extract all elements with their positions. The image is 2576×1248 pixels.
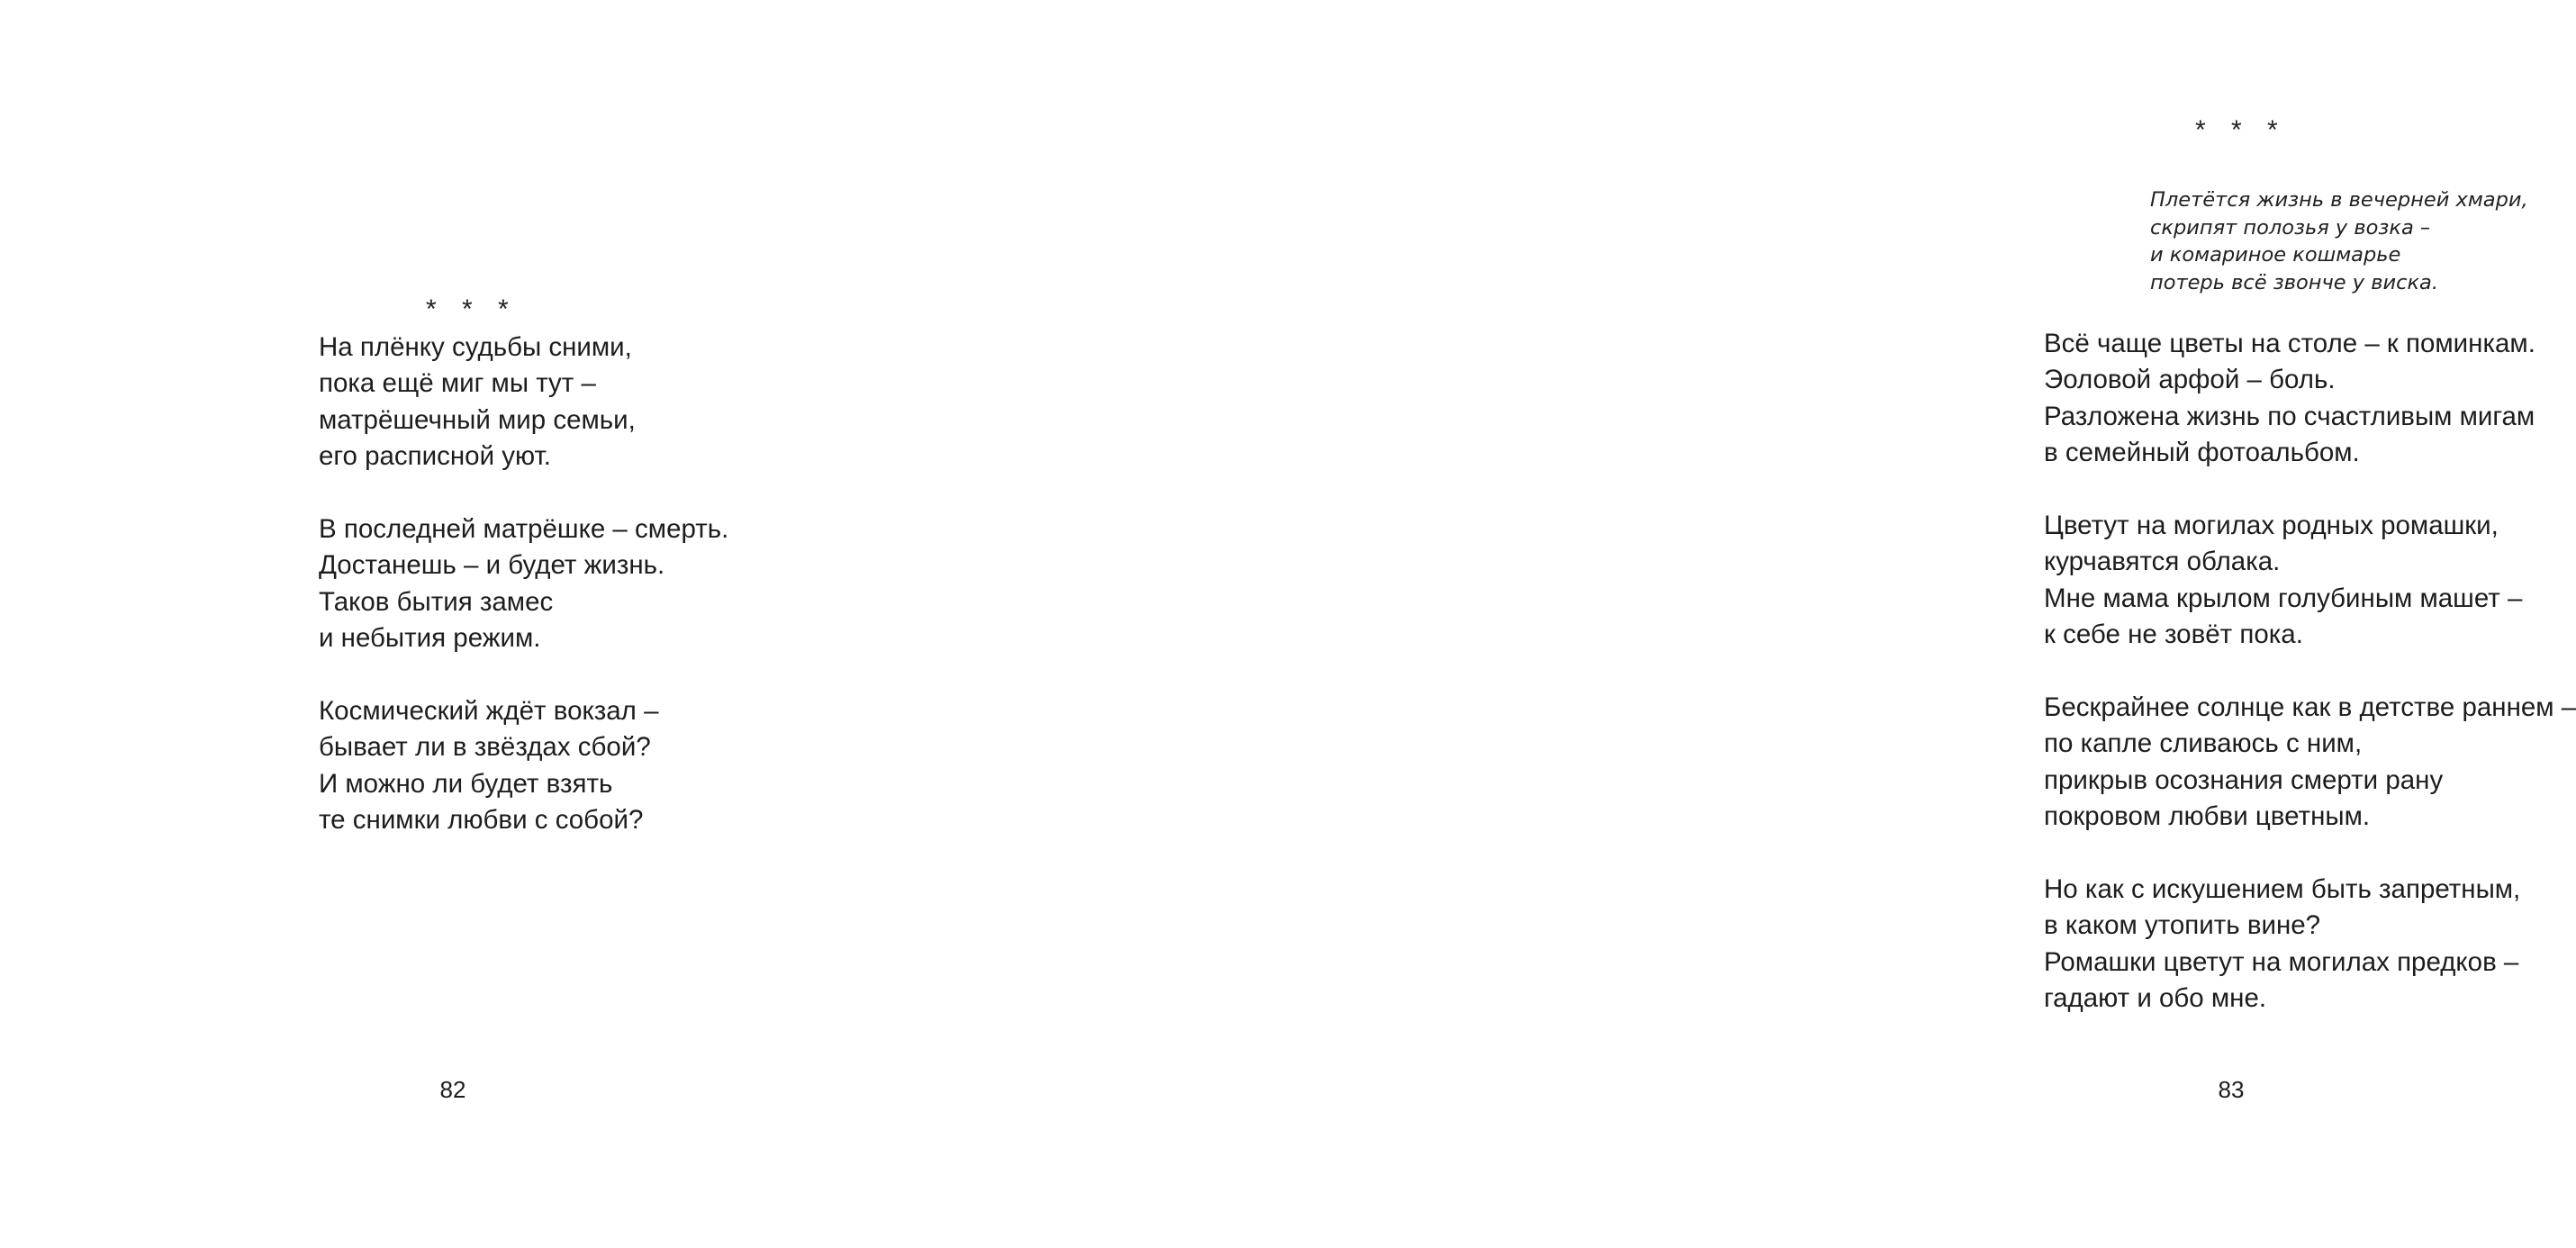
poem-line: Таков бытия замес (319, 586, 554, 617)
poem-line: Ромашки цветут на могилах предков – (2044, 946, 2519, 977)
poem-line: И можно ли будет взять (319, 768, 613, 799)
epigraph-line: потерь всё звонче у виска. (2150, 270, 2438, 294)
stanza (2044, 508, 2576, 654)
section-separator-asterisks: * * * (2195, 115, 2287, 145)
poem-body-right (2044, 326, 2576, 1017)
poem-line: Космический ждёт вокзал – (319, 696, 659, 727)
poem-line: те снимки любви с собой? (319, 805, 644, 836)
poem-line: Но как с искушением быть запретным, (2044, 874, 2521, 905)
epigraph-line: и комариное кошмарье (2150, 243, 2401, 267)
page-number-right: 83 (2218, 1076, 2245, 1103)
poem-line: бывает ли в звёздах сбой? (319, 732, 651, 763)
page-right (905, 0, 2576, 1248)
poem-line: Достанешь – и будет жизнь. (319, 550, 665, 581)
poem-line: В последней матрёшке – смерть. (319, 514, 729, 545)
epigraph-line: Плетётся жизнь в вечерней хмари, (2150, 188, 2528, 212)
stanza (2044, 326, 2576, 472)
poem-line: матрёшечный мир семьи, (319, 404, 636, 435)
poem-line: гадают и обо мне. (2044, 983, 2267, 1014)
poem-line: Разложена жизнь по счастливым мигам (2044, 401, 2535, 431)
poem-line: покровом любви цветным. (2044, 801, 2371, 832)
poem-line: в каком утопить вине? (2044, 910, 2321, 941)
section-separator-asterisks: * * * (426, 294, 518, 324)
poem-line: Цветут на могилах родных ромашки, (2044, 511, 2499, 541)
poem-line: к себе не зовёт пока. (2044, 619, 2303, 650)
epigraph-line: скрипят полозья у возка – (2150, 215, 2431, 240)
stanza (319, 693, 728, 839)
poem-line: Всё чаще цветы на столе – к поминкам. (2044, 329, 2535, 358)
poem-line: его расписной уют. (319, 441, 551, 472)
epigraph-block (2150, 186, 2528, 296)
poem-line: Мне мама крылом голубиным машет – (2044, 583, 2523, 613)
poem-body-left (319, 330, 728, 839)
stanza (2044, 872, 2576, 1017)
stanza (319, 330, 728, 475)
stanza (2044, 690, 2576, 836)
poem-line: в семейный фотоальбом. (2044, 438, 2360, 468)
page-number-left: 82 (439, 1076, 466, 1103)
poem-line: курчавятся облака. (2044, 547, 2281, 577)
poem-line: и небытия режим. (319, 623, 541, 654)
poem-line: прикрыв осознания смерти рану (2044, 764, 2444, 795)
poem-line: пока ещё миг мы тут – (319, 368, 596, 399)
stanza (319, 511, 728, 657)
poem-line: На плёнку судьбы сними, (319, 332, 632, 362)
poem-line: Бескрайнее солнце как в детстве раннем – (2044, 692, 2576, 723)
poem-line: по капле сливаюсь с ним, (2044, 728, 2363, 759)
page-left (0, 0, 904, 1248)
poem-line: Эоловой арфой – боль. (2044, 365, 2336, 395)
